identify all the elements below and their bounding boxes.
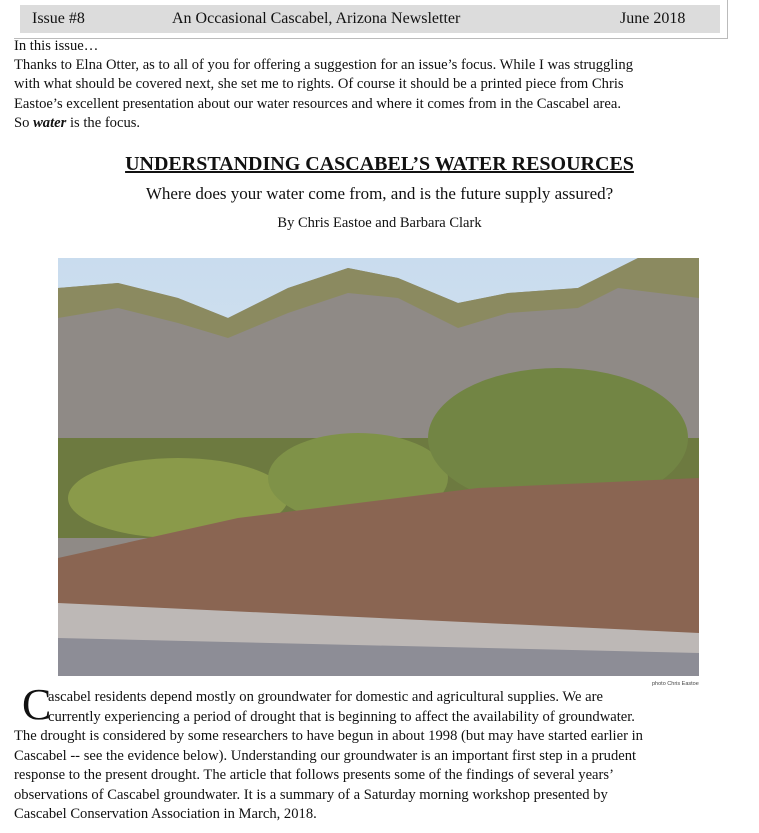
emphasis: water [33, 114, 67, 131]
newsletter-title: An Occasional Cascabel, Arizona Newsletter [172, 10, 461, 27]
article-line: Cascabel -- see the evidence below). Understanding our groundwater is an important first step in a prudent [14, 747, 637, 764]
canyon-photo [58, 258, 699, 676]
text: is the focus. [66, 114, 141, 131]
article-subtitle: Where does your water come from, and is the future supply assured? [145, 184, 614, 203]
issue-date: June 2018 [620, 10, 686, 27]
article-body [14, 688, 643, 825]
issue-number: Issue #8 [32, 10, 85, 27]
article-line: response to the present drought. The article that follows presents some of the findings of several years’ [14, 767, 614, 783]
text: So [14, 114, 34, 131]
article-line: Cascabel Conservation Association in March, 2018. [14, 806, 317, 822]
intro-line [14, 114, 633, 133]
intro-line: In this issue… [14, 38, 99, 54]
intro-line: Thanks to Elna Otter, as to all of you for offering a suggestion for an issue’s focus. While I was struggling [14, 57, 633, 74]
article-line: currently experiencing a period of drought that is beginning to affect the availability of groundwater. [48, 708, 635, 725]
intro-section [14, 37, 633, 133]
drop-cap: C [22, 680, 52, 729]
newsletter-header [20, 5, 720, 33]
photo-credit: photo Chris Eastoe [652, 681, 699, 687]
byline: By Chris Eastoe and Barbara Clark [277, 215, 482, 231]
intro-line: Eastoe’s excellent presentation about our water resources and where it comes from in the Cascabel area. [14, 95, 622, 112]
article-line: observations of Cascabel groundwater. It is a summary of a Saturday morning workshop presented by [14, 786, 608, 803]
article-title: UNDERSTANDING CASCABEL’S WATER RESOURCES [125, 153, 634, 175]
article-line: The drought is considered by some researchers to have begun in about 1998 (but may have started earlier in [14, 728, 643, 744]
article-line: ascabel residents depend mostly on groundwater for domestic and agricultural supplies. We are [48, 689, 603, 705]
intro-line: with what should be covered next, she set me to rights. Of course it should be a printed piece from Chris [14, 76, 624, 93]
